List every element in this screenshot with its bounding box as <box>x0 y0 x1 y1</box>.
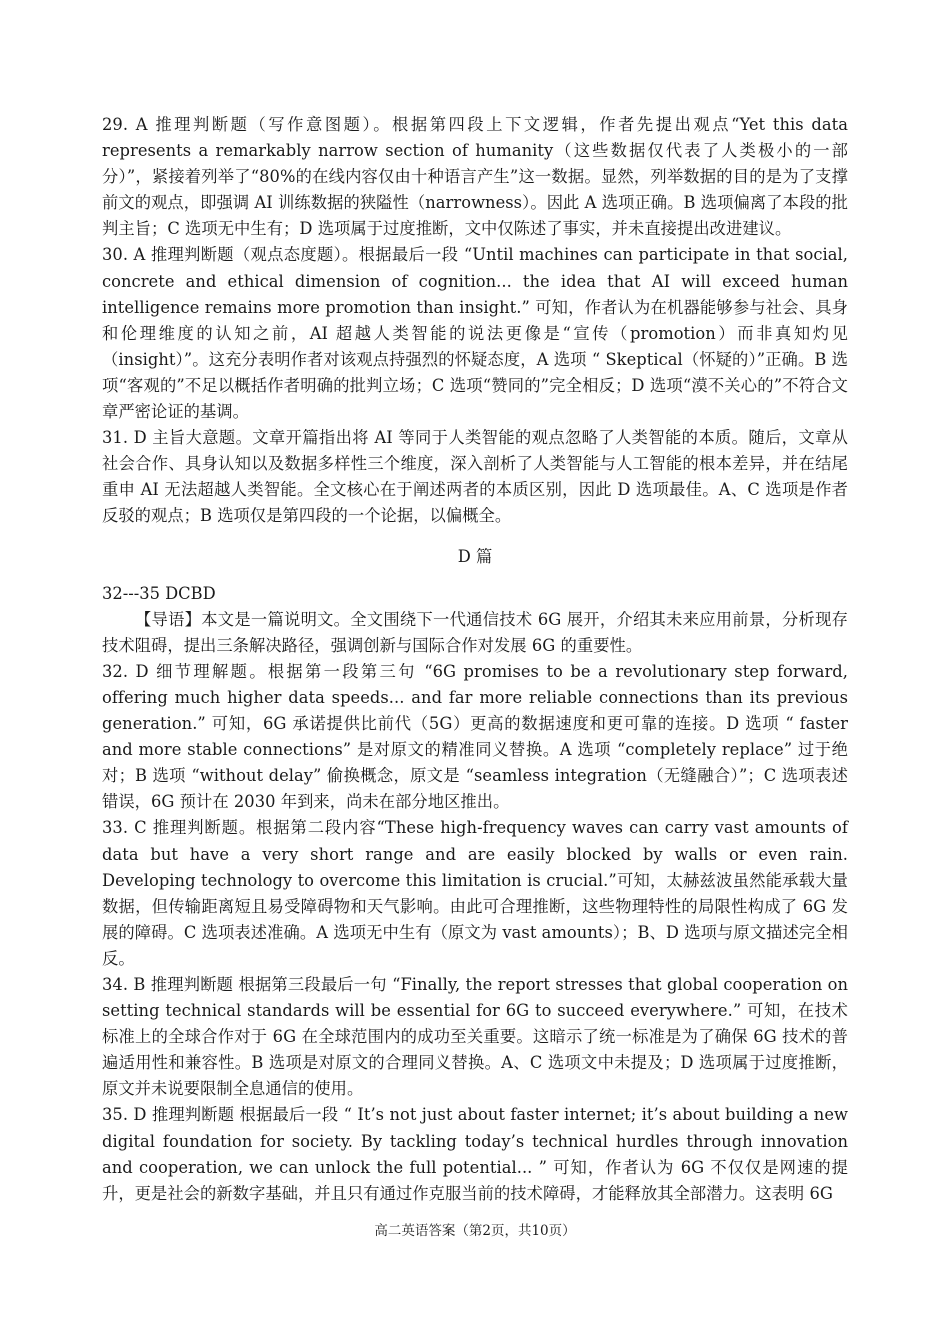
explanation-35: 35. D 推理判断题 根据最后一段 “ It’s not just about faster internet; it’s about building a new digital foundation for society. By tackling today’s technical hurdles through innovation and cooperation, we can unlock the full potential... ” 可知，作者认为 6G 不仅仅是网速的提升，更是社会的新数字基础，并且只有通过作克服当前的技术障碍，才能释放其全部潜力。这表明 6G <box>102 1105 848 1203</box>
explanation-32: 32. D 细节理解题。根据第一段第三句 “6G promises to be a revolutionary step forward, offering much higher data speeds... and far more reliable connections than its previous generation.” 可知，6G 承诺提供比前代（5G）更高的数据速度和更可靠的连接。D 选项 “ faster and more stable connections” 是对原文的精准同义替换。A 选项 “completely replace” 过于绝对；B 选项 “without delay” 偷换概念，原文是 “seamless integration（无缝融合）”；C 选项表述错误，6G 预计在 2030 年到来，尚未在部分地区推出。 <box>102 661 848 812</box>
explanation-31: 31. D 主旨大意题。文章开篇指出将 AI 等同于人类智能的观点忽略了人类智能的本质。随后，文章从社会合作、具身认知以及数据多样性三个维度，深入剖析了人类智能与人工智能的根本差异，并在结尾重申 AI 无法超越人类智能。全文核心在于阐述两者的本质区别，因此 D 选项最佳。A、C 选项是作者反驳的观点；B 选项仅是第四段的一个论据，以偏概全。 <box>102 428 848 526</box>
explanation-30: 30. A 推理判断题（观点态度题）。根据最后一段 “Until machines can participate in that social, concrete and ethical dimension of cognition... the idea that AI will exceed human intelligence remains more promotion than insight.” 可知，作者认为在机器能够参与社会、具身和伦理维度的认知之前，AI 超越人类智能的说法更像是“宣传（promotion）而非真知灼见（insight）”。这充分表明作者对该观点持强烈的怀疑态度，A 选项 “ Skeptical（怀疑的）”正确。B 选项“客观的”不足以概括作者明确的批判立场；C 选项“赞同的”完全相反；D 选项“漠不关心的”不符合文章严密论证的基调。 <box>102 245 848 422</box>
explanation-29: 29. A 推理判断题（写作意图题）。根据第四段上下文逻辑，作者先提出观点“Yet this data represents a remarkably narrow section of humanity（这些数据仅代表了人类极小的一部分）”，紧接着列举了“80%的在线内容仅由十种语言产生”这一数据。显然，列举数据的目的是为了支撑前文的观点，即强调 AI 训练数据的狭隘性（narrowness）。因此 A 选项正确。B 选项偏离了本段的批判主旨；C 选项无中生有；D 选项属于过度推断，文中仅陈述了事实，并未直接提出改进建议。 <box>102 115 848 239</box>
section-d-heading: D 篇 <box>457 546 493 566</box>
answer-key-32-35: 32---35 DCBD <box>102 583 216 603</box>
answer-explanations <box>102 112 848 1207</box>
section-d-intro: 【导语】本文是一篇说明文。全文围绕下一代通信技术 6G 展开，介绍其未来应用前景，分析现存技术阻碍，提出三条解决路径，强调创新与国际合作对发展 6G 的重要性。 <box>102 609 848 655</box>
explanation-33: 33. C 推理判断题。根据第二段内容“These high-frequency waves can carry vast amounts of data but have a very short range and are easily blocked by walls or even rain. Developing technology to overcome this limitation is crucial.”可知，太赫兹波虽然能承载大量数据，但传输距离短且易受障碍物和天气影响。由此可合理推断，这些物理特性的局限性构成了 6G 发展的障碍。C 选项表述准确。A 选项无中生有（原文为 vast amounts）；B、D 选项与原文描述完全相反。 <box>102 818 848 968</box>
page-footer: 高二英语答案（第2页，共10页） <box>374 1223 576 1239</box>
explanation-34: 34. B 推理判断题 根据第三段最后一句 “Finally, the report stresses that global cooperation on setting technical standards will be essential for 6G to succeed everywhere.” 可知，在技术标准上的全球合作对于 6G 在全球范围内的成功至关重要。这暗示了统一标准是为了确保 6G 技术的普遍适用性和兼容性。B 选项是对原文的合理同义替换。A、C 选项文中未提及；D 选项属于过度推断，原文并未说要限制全息通信的使用。 <box>102 975 848 1099</box>
